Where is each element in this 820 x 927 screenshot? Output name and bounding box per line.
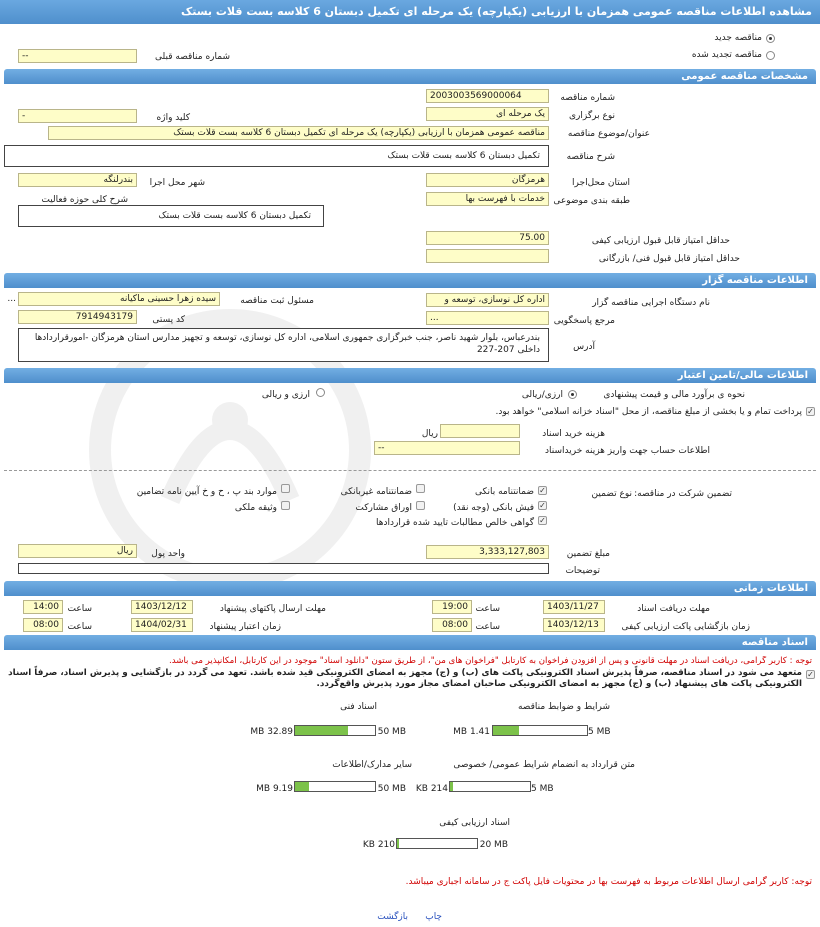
amount-label: مبلغ تضمین bbox=[566, 549, 610, 559]
type-label: نوع برگزاری bbox=[569, 111, 615, 121]
file-cap: 50 MB bbox=[377, 727, 406, 737]
general-section-header: مشخصات مناقصه عمومی bbox=[4, 69, 816, 84]
ref-label: مرجع پاسخگویی bbox=[553, 316, 615, 326]
new-tender-label: مناقصه جدید bbox=[714, 33, 762, 43]
timing-section-header: اطلاعات زمانی bbox=[4, 581, 816, 596]
guarantee-participation-label: تضمین شرکت در مناقصه: bbox=[634, 489, 732, 499]
back-link[interactable]: بازگشت bbox=[377, 912, 408, 922]
finance-section-header: اطلاعات مالی/تامین اعتبار bbox=[4, 368, 816, 383]
open-time: 08:00 bbox=[432, 618, 472, 632]
guarantee-receivables-checkbox[interactable]: ✓ bbox=[539, 516, 546, 525]
open-date: 1403/12/13 bbox=[543, 618, 605, 632]
doc-deadline-time-label: ساعت bbox=[475, 604, 500, 614]
file-progress-bar[interactable] bbox=[492, 725, 588, 736]
file-progress-fill bbox=[493, 726, 519, 735]
renewed-tender-label: مناقصه تجدید شده bbox=[691, 50, 762, 60]
official-label: مسئول ثبت مناقصه bbox=[240, 296, 314, 306]
keyword-field: - bbox=[18, 109, 137, 123]
guarantee-bonds-checkbox[interactable] bbox=[416, 501, 425, 510]
guarantee-property-label: وثیقه ملکی bbox=[234, 503, 277, 513]
file-label: اسناد ارزیابی کیفی bbox=[439, 818, 510, 828]
postal-label: کد پستی bbox=[152, 315, 185, 325]
number-field: 2003003569000064 bbox=[426, 89, 549, 103]
province-field: هرمزگان bbox=[426, 173, 549, 187]
type-field: یک مرحله ای bbox=[426, 107, 549, 121]
pledge-text: متعهد می شود در اسناد مناقصه، صرفاً پذیرش اسناد الکترونیکی پاکت های (ب) و (ج) مجهز به امضای الکترونیکی قید شده باشد. تعهد می گردد در بازگشایی و پذیرش اسناد، صرفاً اسناد الکترونیکی پاکت های پیشنهاد (ب) و (ج) مجهز به امضای الکترونیکی صاحبان امضای مجاز مورد پذیرش واقع‌گردد. bbox=[8, 668, 802, 689]
guarantee-cash-checkbox[interactable]: ✓ bbox=[539, 501, 546, 510]
scope-box: تکمیل دبستان 6 کلاسه بست قلات بستک bbox=[18, 205, 324, 227]
doc-price-field bbox=[440, 424, 520, 438]
notes-box bbox=[18, 563, 549, 574]
file-size: 9.19 MB bbox=[256, 784, 293, 794]
title-label: عنوان/موضوع مناقصه bbox=[567, 129, 650, 139]
file-progress-bar[interactable] bbox=[449, 781, 531, 792]
renewed-tender-radio[interactable] bbox=[766, 51, 775, 60]
page-title: مشاهده اطلاعات مناقصه عمومی همزمان با ارزیابی (یکپارچه) یک مرحله ای تکمیل دبستان 6 کلاسه بست قلات بستک bbox=[0, 0, 820, 24]
doc-deadline-label: مهلت دریافت اسناد bbox=[637, 604, 710, 614]
fx-option-label: ارزی و ریالی bbox=[261, 390, 310, 400]
treasury-checkbox[interactable]: ✓ bbox=[807, 407, 814, 416]
send-deadline-time-label: ساعت bbox=[67, 604, 92, 614]
file-label: متن قرارداد به انضمام شرایط عمومی/ خصوصی bbox=[453, 760, 635, 770]
org-field: اداره کل نوسازی، توسعه و bbox=[426, 293, 549, 307]
open-label: زمان بازگشایی پاکت ارزیابی کیفی bbox=[621, 622, 750, 632]
organizer-section-header: اطلاعات مناقصه گزار bbox=[4, 273, 816, 288]
file-cap: 5 MB bbox=[588, 727, 611, 737]
account-label: اطلاعات حساب جهت واریز هزینه خریداسناد bbox=[545, 446, 710, 456]
official-more-link[interactable]: ... bbox=[7, 294, 16, 304]
guarantee-property-checkbox[interactable] bbox=[281, 501, 290, 510]
print-link[interactable]: چاپ bbox=[425, 912, 442, 922]
currency-label: واحد پول bbox=[151, 549, 185, 559]
send-deadline-time: 14:00 bbox=[23, 600, 63, 614]
desc-box: تکمیل دبستان 6 کلاسه بست قلات بستک bbox=[4, 145, 549, 167]
file-size: 210 KB bbox=[362, 840, 395, 850]
estimate-label: نحوه ی برآورد مالی و قیمت پیشنهادی bbox=[603, 390, 745, 400]
city-label: شهر محل اجرا bbox=[149, 178, 205, 188]
doc-deadline-date: 1403/11/27 bbox=[543, 600, 605, 614]
postal-field: 7914943179 bbox=[18, 310, 137, 324]
address-box: بندرعباس، بلوار شهید ناصر، جنب خبرگزاری جمهوری اسلامی، اداره کل نوسازی، توسعه و تجهیز مدارس استان هرمزگان -امورقراردادها داخلی 207-227 bbox=[18, 328, 549, 362]
price-list-note: توجه: کاربر گرامی ارسال اطلاعات مربوط به فهرست بها در محتویات فایل پاکت ج در سامانه اجباری میباشد. bbox=[405, 877, 812, 887]
file-cap: 20 MB bbox=[479, 840, 508, 850]
file-label: اسناد فنی bbox=[340, 702, 377, 712]
divider bbox=[4, 470, 816, 471]
ref-field: ... bbox=[426, 311, 549, 325]
documents-section-header: اسناد مناقصه bbox=[4, 635, 816, 650]
title-field: مناقصه عمومی همزمان با ارزیابی (یکپارچه) یک مرحله ای تکمیل دبستان 6 کلاسه بست قلات بستک bbox=[48, 126, 549, 140]
prev-number-label: شماره مناقصه قبلی bbox=[155, 52, 230, 62]
pledge-checkbox[interactable]: ✓ bbox=[807, 670, 814, 679]
min-tech-field bbox=[426, 249, 549, 263]
file-progress-bar[interactable] bbox=[396, 838, 478, 849]
notes-label: توضیحات bbox=[565, 566, 600, 576]
min-quality-label: حداقل امتیاز قابل قبول ارزیابی کیفی bbox=[591, 236, 730, 246]
min-tech-label: حداقل امتیاز قابل قبول فنی/ بازرگانی bbox=[598, 254, 740, 264]
validity-date: 1404/02/31 bbox=[131, 618, 193, 632]
doc-price-label: هزینه خرید اسناد bbox=[542, 429, 605, 439]
send-deadline-label: مهلت ارسال پاکتهای پیشنهاد bbox=[219, 604, 326, 614]
guarantee-clause-checkbox[interactable] bbox=[281, 484, 290, 493]
validity-time-label: ساعت bbox=[67, 622, 92, 632]
guarantee-bank-label: ضمانتنامه بانکی bbox=[475, 487, 534, 497]
doc-deadline-time: 19:00 bbox=[432, 600, 472, 614]
amount-field: 3,333,127,803 bbox=[426, 545, 549, 559]
prev-number-field: -- bbox=[18, 49, 137, 63]
file-cap: 5 MB bbox=[531, 784, 554, 794]
category-label: طبقه بندی موضوعی bbox=[553, 196, 630, 206]
province-label: استان محل‌اجرا bbox=[572, 178, 630, 188]
file-label: سایر مدارک/اطلاعات bbox=[332, 760, 412, 770]
category-field: خدمات با فهرست بها bbox=[426, 192, 549, 206]
file-progress-fill bbox=[295, 782, 309, 791]
guarantee-bonds-label: اوراق مشارکت bbox=[355, 503, 412, 513]
file-progress-fill bbox=[450, 782, 453, 791]
file-progress-fill bbox=[295, 726, 348, 735]
file-label: شرایط و ضوابط مناقصه bbox=[517, 702, 610, 712]
rial-radio[interactable] bbox=[568, 390, 577, 399]
keyword-label: کلید واژه bbox=[156, 113, 190, 123]
guarantee-cash-label: فیش بانکی (وجه نقد) bbox=[453, 503, 534, 513]
new-tender-radio[interactable] bbox=[766, 34, 775, 43]
file-progress-fill bbox=[397, 839, 399, 848]
file-progress-bar[interactable] bbox=[294, 781, 376, 792]
address-label: آدرس bbox=[573, 342, 595, 352]
file-cap: 50 MB bbox=[377, 784, 406, 794]
number-label: شماره مناقصه bbox=[560, 93, 615, 103]
validity-label: زمان اعتبار پیشنهاد bbox=[209, 622, 281, 632]
file-size: 32.89 MB bbox=[250, 727, 293, 737]
treasury-note: پرداخت تمام و یا بخشی از مبلغ مناقصه، از محل "اسناد خزانه اسلامی" خواهد بود. bbox=[495, 407, 802, 417]
doc-price-unit: ریال bbox=[421, 429, 438, 439]
guarantee-receivables-label: گواهی خالص مطالبات تایید شده قراردادها bbox=[376, 518, 534, 528]
currency-field: ریال bbox=[18, 544, 137, 558]
min-quality-field: 75.00 bbox=[426, 231, 549, 245]
desc-label: شرح مناقصه bbox=[566, 152, 615, 162]
open-time-label: ساعت bbox=[475, 622, 500, 632]
account-field: -- bbox=[374, 441, 520, 455]
documents-note: توجه : کاربر گرامی، دریافت اسناد در مهلت قانونی و پس از افزودن فراخوان به کارتابل "فراخوان های من"، از طریق ستون "دانلود اسناد" موجود در این کارتابل، امکانپذیر می باشد. bbox=[169, 656, 812, 666]
send-deadline-date: 1403/12/12 bbox=[131, 600, 193, 614]
official-field: سیده زهرا حسینی ماکیانه bbox=[18, 292, 220, 306]
org-label: نام دستگاه اجرایی مناقصه گزار bbox=[592, 298, 710, 308]
guarantee-nonbank-label: ضمانتنامه غیربانکی bbox=[340, 487, 412, 497]
guarantee-bank-checkbox[interactable]: ✓ bbox=[539, 486, 546, 495]
guarantee-nonbank-checkbox[interactable] bbox=[416, 484, 425, 493]
fx-radio[interactable] bbox=[316, 388, 325, 397]
file-size: 214 KB bbox=[415, 784, 448, 794]
rial-option-label: ارزی/ریالی bbox=[521, 390, 563, 400]
validity-time: 08:00 bbox=[23, 618, 63, 632]
file-progress-bar[interactable] bbox=[294, 725, 376, 736]
city-field: بندرلنگه bbox=[18, 173, 137, 187]
guarantee-clause-label: موارد بند پ ، ح و خ آیین نامه تضامین bbox=[136, 487, 277, 497]
file-size: 1.41 MB bbox=[453, 727, 490, 737]
scope-label: شرح کلی حوزه فعالیت bbox=[41, 195, 128, 205]
guarantee-type-label: نوع تضمین bbox=[591, 489, 632, 499]
